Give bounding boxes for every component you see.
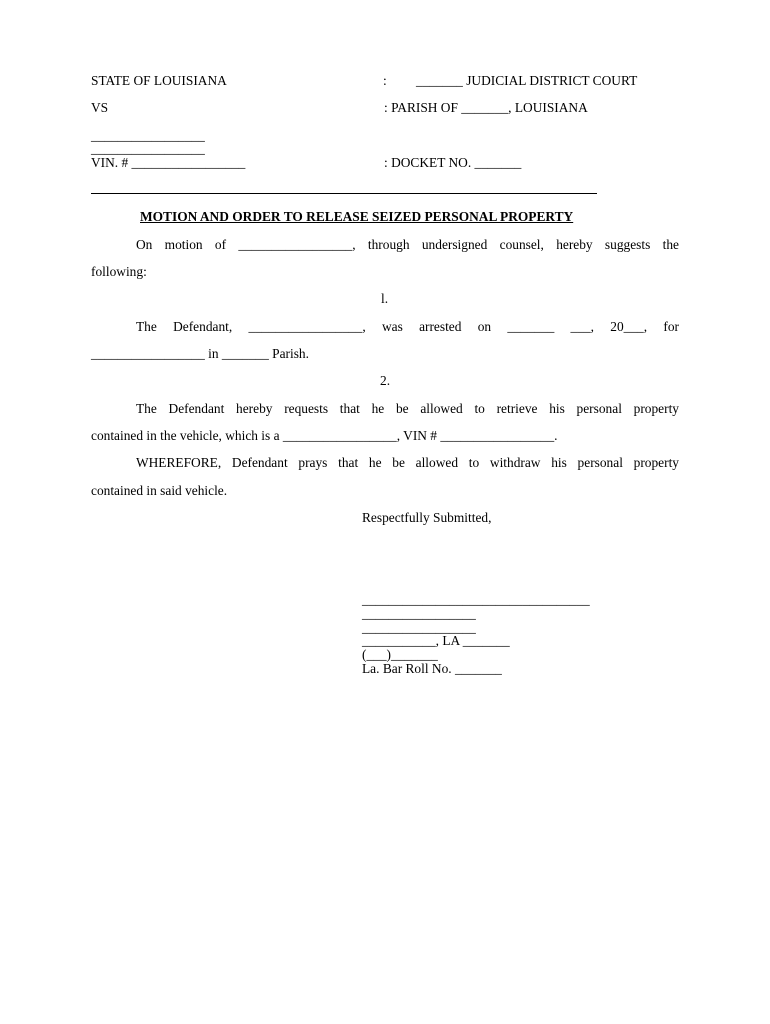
attorney-city-state: ___________, LA _______ [362,633,510,648]
caption-state: STATE OF LOUISIANA [91,73,227,88]
attorney-name-line: _________________ [362,606,476,621]
respectfully-submitted: Respectfully Submitted, [362,510,492,525]
caption-divider [91,193,597,194]
wherefore-line-1: WHEREFORE, Defendant prays that he be allowed to withdraw his personal property [136,455,679,470]
paragraph-2-line-2: contained in the vehicle, which is a _________________, VIN # _________________. [91,428,558,443]
intro-line-2: following: [91,264,147,279]
intro-line-1: On motion of _________________, through undersigned counsel, hereby suggests the [136,237,679,252]
caption-vs: VS [91,100,109,115]
caption-parish: : PARISH OF _______, LOUISIANA [384,100,588,115]
paragraph-1-line-1: The Defendant, _________________, was arrested on _______ ___, 20___, for [136,319,679,334]
attorney-address-line: _________________ [362,620,476,635]
caption-vin: VIN. # _________________ [91,155,246,170]
paragraph-number-1: l. [381,291,389,306]
caption-blank-line-2: _________________ [91,141,205,156]
caption-colon: : [383,73,387,88]
caption-court: _______ JUDICIAL DISTRICT COURT [416,73,638,88]
document-title: MOTION AND ORDER TO RELEASE SEIZED PERSONAL PROPERTY [140,209,574,224]
attorney-phone: (___)_______ [362,647,438,662]
paragraph-number-2: 2. [380,373,391,388]
wherefore-line-2: contained in said vehicle. [91,483,228,498]
bar-roll-number: La. Bar Roll No. _______ [362,661,502,676]
caption-blank-line-1: _________________ [91,128,205,143]
caption-docket: : DOCKET NO. _______ [384,155,522,170]
paragraph-1-line-2: _________________ in _______ Parish. [91,346,309,361]
signature-line: __________________________________ [362,592,590,607]
paragraph-2-line-1: The Defendant hereby requests that he be allowed to retrieve his personal property [136,401,679,416]
